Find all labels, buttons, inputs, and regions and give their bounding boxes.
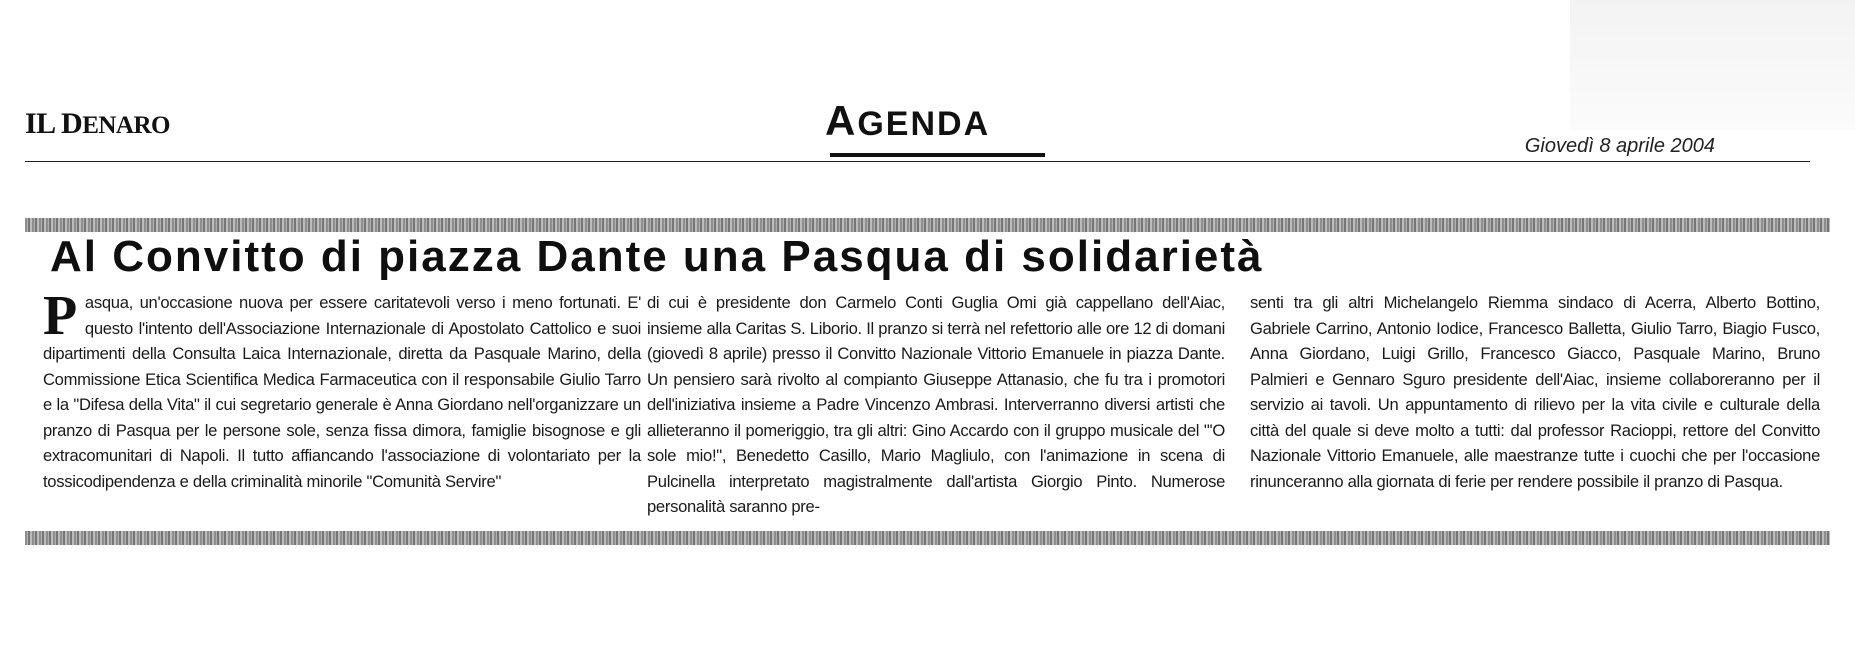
top-texture-band	[25, 218, 1830, 232]
newspaper-logo	[25, 107, 170, 141]
logo-rest: ENARO	[82, 112, 170, 139]
logo-il: IL	[25, 107, 55, 140]
article-column-3	[1250, 290, 1820, 494]
column-1-text: asqua, un'occasione nuova per essere caritatevoli verso i meno fortunati. E' questo l'intento dell'Associazione Internazionale di Apostolato Cattolico e suoi dipartimenti della Consulta Laica Internazionale, diretta da Pasquale Marino, della Commissione Etica Scientifica Medica Farmaceutica con il responsabile Giulio Tarro e la "Difesa della Vita" il cui segretario generale è Anna Giordano nell'organizzare un pranzo di Pasqua per le persone sole, senza fissa dimora, famiglie bisognose e gli extracomunitari di Napoli. Il tutto affiancando l'associazione di volontariato per la tossicodipendenza e della criminalità minorile "Comunità Servire"	[43, 293, 641, 491]
drop-cap: P	[43, 285, 77, 347]
section-initial: A	[825, 97, 858, 144]
column-2-text: di cui è presidente don Carmelo Conti Guglia Omi già cappellano dell'Aiac, insieme alla Caritas S. Liborio. Il pranzo si terrà nel refettorio alle ore 12 di domani (giovedì 8 aprile) presso il Convitto Nazionale Vittorio Emanuele in piazza Dante. Un pensiero sarà rivolto al compianto Giuseppe Attanasio, che fu tra i promotori dell'iniziativa insieme a Padre Vincenzo Ambrasi. Interverranno diversi artisti che allieteranno il pomeriggio, tra gli altri: Gino Accardo con il gruppo musicale del "'O sole mio!", Benedetto Casillo, Mario Magliulo, con l'animazione in scena di Pulcinella interpretato magistralmente dall'artista Giorgio Pinto. Numerose personalità saranno pre-	[647, 293, 1225, 516]
section-title	[825, 97, 990, 145]
article	[25, 218, 1830, 558]
bottom-texture-band	[25, 531, 1830, 545]
article-headline: Al Convitto di piazza Dante una Pasqua di solidarietà	[50, 232, 1264, 281]
issue-date: Giovedì 8 aprile 2004	[1524, 135, 1715, 157]
logo-initial: D	[61, 107, 83, 140]
article-column-1	[43, 285, 641, 494]
column-3-text: senti tra gli altri Michelangelo Riemma sindaco di Acerra, Alberto Bottino, Gabriele Carrino, Antonio Iodice, Francesco Balletta, Giulio Tarro, Biagio Fusco, Anna Giordano, Luigi Grillo, Francesco Giacco, Pasquale Marino, Bruno Palmieri e Gennaro Sguro presidente dell'Aiac, insieme collaboreranno per il servizio ai tavoli. Un appuntamento di rilievo per la vita civile e culturale della città del quale si deve molto a tutti: dal professor Racioppi, rettore del Convitto Nazionale Vittorio Emanuele, alle maestranze tutte i cuochi che per l'occasione rinunceranno alla giornata di ferie per rendere possibile il pranzo di Pasqua.	[1250, 293, 1820, 491]
masthead-rule	[25, 161, 1810, 162]
masthead	[25, 95, 1805, 165]
article-column-2	[647, 290, 1225, 520]
section-underline	[830, 153, 1045, 157]
section-rest: GENDA	[857, 105, 991, 143]
